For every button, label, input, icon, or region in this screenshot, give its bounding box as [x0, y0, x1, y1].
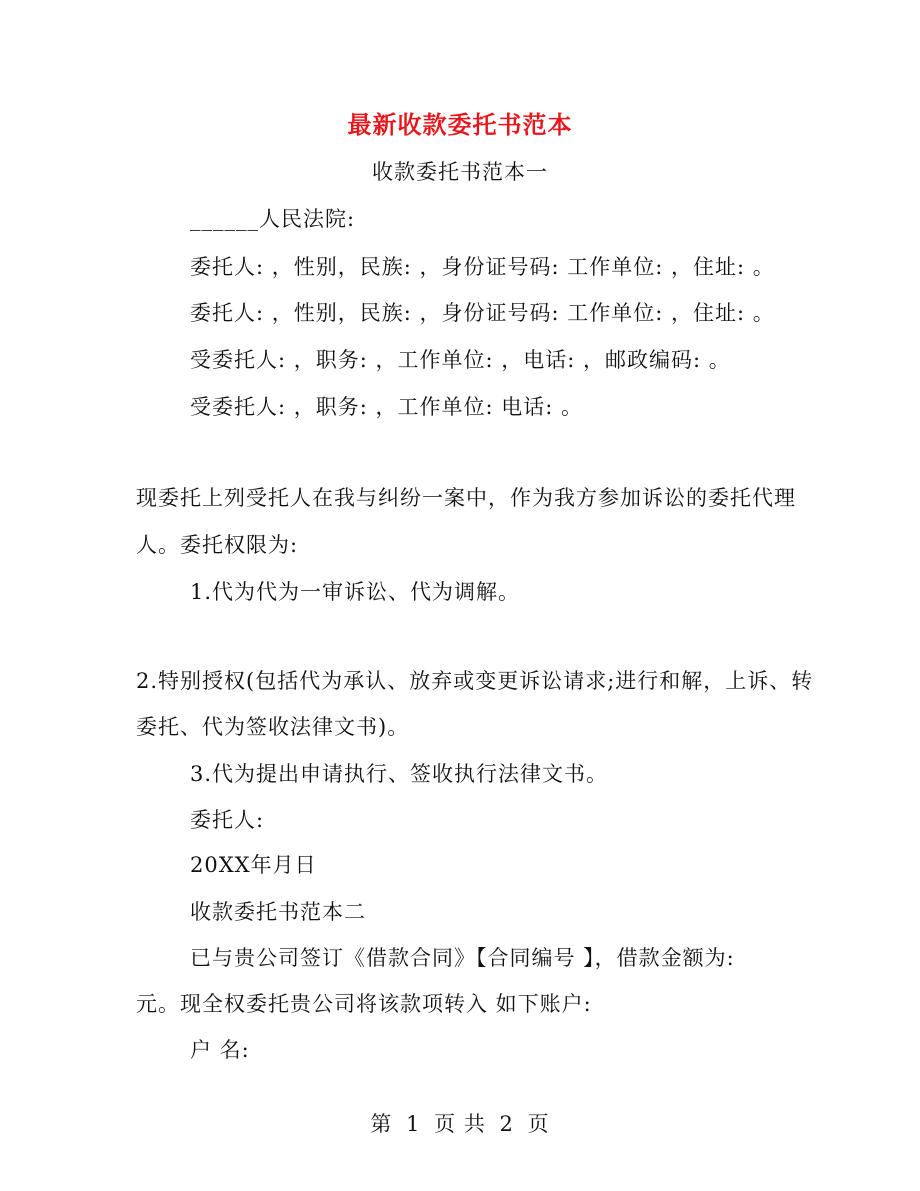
- agent-line-1: 受委托人: ，职务: ，工作单位: ，电话: ，邮政编码: 。: [190, 348, 731, 372]
- footer-prefix: 第: [370, 1112, 393, 1136]
- footer-suffix: 页: [527, 1112, 550, 1136]
- court-addressee-line: ______人民法院:: [190, 207, 356, 231]
- principal-line-2: 委托人: ，性别，民族: ，身份证号码: 工作单位: ，住址: 。: [190, 301, 775, 325]
- authorization-paragraph-line-1: 现委托上列受托人在我与纠纷一案中，作为我方参加诉讼的委托代理: [136, 486, 796, 510]
- principal-signature-label: 委托人:: [190, 808, 265, 832]
- account-name-label: 户 名:: [190, 1038, 250, 1062]
- footer-total-pages: 2: [499, 1112, 514, 1136]
- authority-item-2-line-1: 2.特别授权(包括代为承认、放弃或变更诉讼请求;进行和解，上诉、转: [136, 669, 814, 693]
- footer-mid: 页 共: [434, 1112, 486, 1136]
- footer-current-page: 1: [406, 1112, 421, 1136]
- authority-item-2-line-2: 委托、代为签收法律文书)。: [136, 715, 410, 739]
- page-footer: [0, 1110, 920, 1138]
- authorization-paragraph-line-2: 人。委托权限为:: [136, 533, 299, 557]
- principal-line-1: 委托人: ，性别，民族: ，身份证号码: 工作单位: ，住址: 。: [190, 255, 775, 279]
- authority-item-3: 3.代为提出申请执行、签收执行法律文书。: [190, 762, 609, 786]
- signature-date: 20XX年月日: [190, 853, 317, 877]
- section-title-two: 收款委托书范本二: [190, 900, 366, 924]
- authority-item-1: 1.代为代为一审诉讼、代为调解。: [190, 580, 521, 604]
- agent-line-2: 受委托人: ，职务: ，工作单位: 电话: 。: [190, 395, 584, 419]
- transfer-instruction-line: 元。现全权委托贵公司将该款项转入 如下账户:: [136, 992, 592, 1016]
- loan-contract-line: 已与贵公司签订《借款合同》【合同编号 】，借款金额为:: [190, 946, 735, 970]
- section-title-one: 收款委托书范本一: [372, 160, 548, 184]
- document-title: 最新收款委托书范本: [347, 110, 573, 139]
